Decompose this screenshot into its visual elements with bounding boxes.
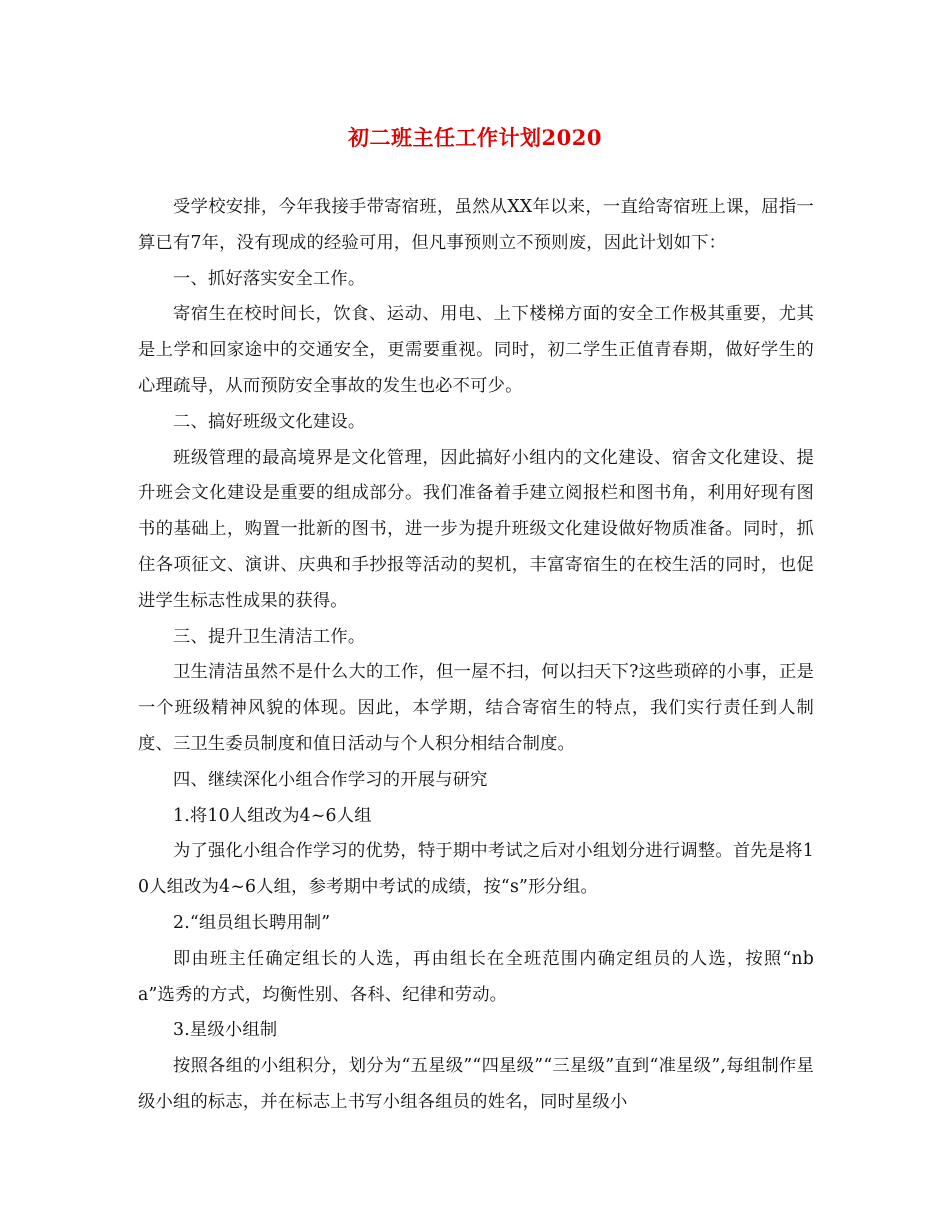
paragraph-star-group: 按照各组的小组积分，划分为“五星级”“四星级”“三星级”直到“准星级”,每组制作星级小组的标志，并在标志上书写小组各组员的姓名，同时星级小 <box>138 1056 814 1112</box>
document-body <box>138 190 814 1121</box>
heading-group-study: 四、继续深化小组合作学习的开展与研究 <box>173 769 488 790</box>
heading-safety: 一、抓好落实安全工作。 <box>173 268 366 289</box>
heading-class-culture: 二、搞好班级文化建设。 <box>173 411 366 432</box>
paragraph-leader-hiring: 即由班主任确定组长的人选，再由组长在全班范围内确定组员的人选，按照“nba”选秀的方式，均衡性别、各科、纪律和劳动。 <box>138 948 814 1005</box>
paragraph-safety: 寄宿生在校时间长，饮食、运动、用电、上下楼梯方面的安全工作极其重要，尤其是上学和回家途中的交通安全，更需要重视。同时，初二学生正值青春期，做好学生的心理疏导，从而预防安全事故的发生也必不可少。 <box>138 304 814 396</box>
document-title: 初二班主任工作计划2020 <box>348 125 602 150</box>
paragraph-group-size: 为了强化小组合作学习的优势，特于期中考试之后对小组划分进行调整。首先是将10人组改为4~6人组，参考期中考试的成绩，按“s”形分组。 <box>138 841 814 898</box>
heading-hygiene: 三、提升卫生清洁工作。 <box>173 626 366 647</box>
paragraph-class-culture: 班级管理的最高境界是文化管理，因此搞好小组内的文化建设、宿舍文化建设、提升班会文化建设是重要的组成部分。我们准备着手建立阅报栏和图书角，利用好现有图书的基础上，购置一批新的图书，进一步为提升班级文化建设做好物质准备。同时，抓住各项征文、演讲、庆典和手抄报等活动的契机，丰富寄宿生的在校生活的同时，也促进学生标志性成果的获得。 <box>138 447 814 611</box>
subheading-leader-hiring: 2.“组员组长聘用制” <box>173 912 331 933</box>
paragraph-intro: 受学校安排，今年我接手带寄宿班，虽然从XX年以来，一直给寄宿班上课，屈指一算已有7年，没有现成的经验可用，但凡事预则立不预则废，因此计划如下： <box>138 197 814 253</box>
subheading-group-size: 1.将10人组改为4~6人组 <box>173 805 372 826</box>
paragraph-hygiene: 卫生清洁虽然不是什么大的工作，但一屋不扫，何以扫天下?这些琐碎的小事，正是一个班级精神风貌的体现。因此，本学期，结合寄宿生的特点，我们实行责任到人制度、三卫生委员制度和值日活动与个人积分相结合制度。 <box>138 662 814 754</box>
subheading-star-group: 3.星级小组制 <box>173 1020 278 1041</box>
